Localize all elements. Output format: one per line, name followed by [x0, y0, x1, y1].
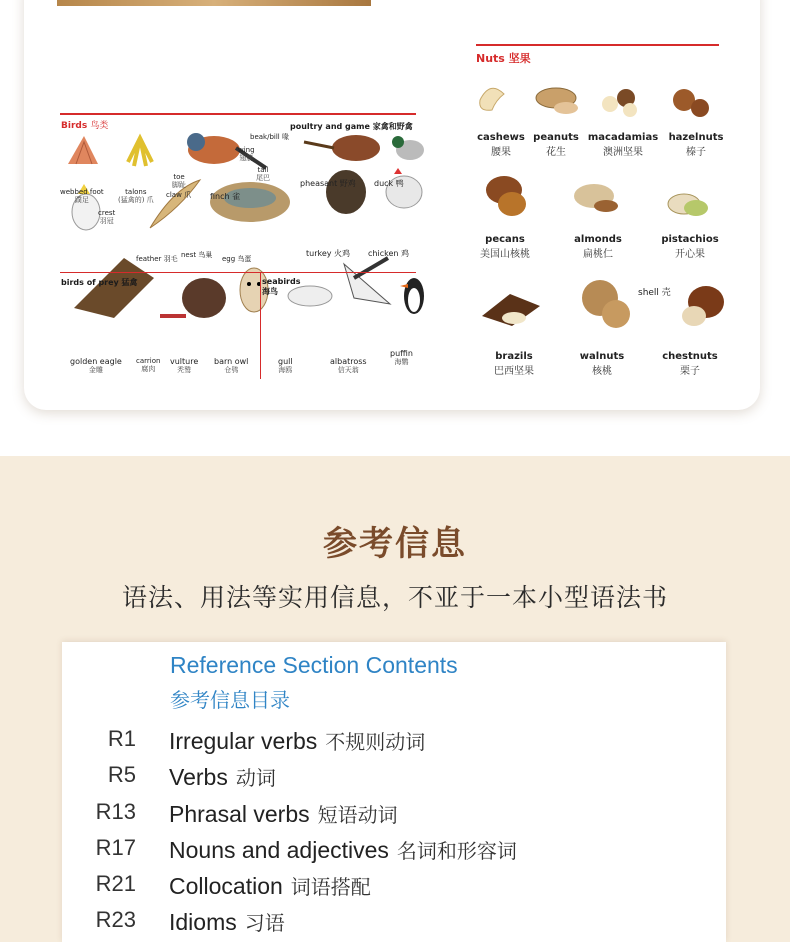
pheasant-icon: [304, 135, 380, 161]
contents-row[interactable]: [62, 726, 726, 756]
contents-row[interactable]: [62, 762, 726, 792]
peanut-icon: [536, 88, 578, 114]
vulture-icon: [160, 278, 226, 318]
nest-icon: [210, 182, 290, 222]
contents-subtitle: 参考信息目录: [170, 688, 290, 712]
talons-icon: [128, 138, 152, 166]
row-code: R17: [95, 835, 136, 860]
brazil-nut-icon: [482, 294, 540, 326]
section-heading: 参考信息: [323, 524, 467, 564]
row-code: R5: [107, 762, 136, 787]
row-code: R23: [95, 907, 136, 932]
turkey-icon: [326, 170, 366, 214]
reference-contents-card: [62, 642, 726, 942]
row-code: R1: [107, 726, 136, 751]
nut-walnuts: walnuts 核桃: [579, 351, 625, 377]
nut-pecans: pecans 美国山核桃: [480, 234, 530, 260]
golden-eagle-label: golden eagle 金雕: [70, 357, 122, 374]
poultry-title: poultry and game 家禽和野禽: [290, 122, 413, 131]
contents-row[interactable]: [62, 871, 726, 901]
photo-strip: [57, 0, 371, 6]
nut-brazils: brazils 巴西坚果: [494, 351, 534, 377]
beak-label: beak/bill 喙: [250, 133, 289, 141]
row-title: Collocation 词语搭配: [169, 873, 371, 899]
webbed-foot-label: webbed foot 蹼足: [60, 188, 104, 204]
nut-chestnuts: chestnuts 栗子: [662, 351, 718, 377]
nuts-title: Nuts 坚果: [476, 52, 531, 65]
golden-eagle-icon: [74, 258, 154, 318]
row-title: Verbs 动词: [169, 764, 276, 790]
claw-label: claw 爪: [166, 191, 192, 199]
seabirds-title: seabirds 海鸟: [262, 277, 301, 296]
row-code: R21: [95, 871, 136, 896]
walnut-icon: [582, 280, 630, 328]
birds-rule: [60, 113, 416, 115]
albatross-label: albatross 信天翁: [330, 357, 367, 374]
turkey-label: turkey 火鸡: [306, 249, 351, 258]
puffin-icon: [400, 278, 424, 314]
nut-almonds: almonds 扁桃仁: [574, 234, 622, 260]
contents-row[interactable]: [62, 835, 726, 865]
row-title: Phrasal verbs 短语动词: [169, 801, 398, 827]
section-divider: [60, 272, 416, 273]
contents-title: Reference Section Contents: [170, 652, 458, 678]
section-divider-vertical: [260, 273, 261, 379]
duck-label: duck 鸭: [374, 179, 404, 188]
wing-label: wing 翅膀: [238, 146, 255, 162]
nuts-rule: [476, 44, 719, 46]
carrion-label: carrion 腐肉: [136, 357, 161, 373]
nut-peanuts: peanuts 花生: [533, 132, 579, 158]
cashew-icon: [480, 88, 504, 110]
egg-label: egg 鸟蛋: [222, 255, 252, 263]
nut-macadamias: macadamias 澳洲坚果: [587, 132, 659, 158]
row-title: Irregular verbs 不规则动词: [169, 728, 426, 754]
almond-icon: [574, 184, 618, 212]
contents-row[interactable]: [62, 907, 726, 937]
barn-owl-label: barn owl 仓鸮: [214, 357, 249, 374]
albatross-icon: [344, 258, 390, 304]
puffin-label: puffin 海鹦: [390, 349, 413, 366]
pecan-icon: [486, 176, 526, 216]
nut-cashews: cashews 腰果: [477, 132, 525, 158]
nut-pistachios: pistachios 开心果: [661, 234, 719, 260]
webbed-foot-icon: [68, 136, 98, 164]
talons-label: talons (猛禽的) 爪: [118, 188, 154, 204]
row-title: Idioms 习语: [169, 909, 285, 935]
row-title: Nouns and adjectives 名词和形容词: [169, 837, 517, 863]
toe-label: toe 脚趾: [172, 173, 186, 189]
feather-label: feather 羽毛: [136, 255, 178, 263]
row-code: R13: [95, 799, 136, 824]
contents-row[interactable]: [62, 799, 726, 829]
chestnut-icon: [682, 286, 724, 326]
tail-label: tail 尾巴: [256, 166, 270, 182]
macadamia-icon: [602, 89, 637, 117]
shell-label: shell 壳: [638, 288, 671, 298]
chicken-label: chicken 鸡: [368, 249, 409, 258]
hazelnut-icon: [673, 89, 709, 117]
pheasant-label: pheasant 野鸡: [300, 179, 356, 188]
dictionary-page-card: [24, 0, 760, 410]
vulture-label: vulture 秃鹫: [170, 357, 199, 374]
section-subheading: 语法、用法等实用信息，不亚于一本小型语法书: [121, 583, 668, 612]
pistachio-icon: [668, 194, 708, 216]
crest-label: crest 羽冠: [98, 209, 116, 225]
nut-hazelnuts: hazelnuts 榛子: [668, 132, 724, 158]
nuts-illustrations: [470, 80, 730, 380]
duck-icon: [392, 136, 424, 160]
gull-label: gull 海鸥: [278, 357, 293, 374]
prey-title: birds of prey 猛禽: [61, 278, 138, 287]
nest-label: nest 鸟巢: [181, 251, 213, 259]
finch-label: finch 雀: [210, 192, 241, 201]
birds-title: Birds 鸟类: [61, 121, 109, 131]
